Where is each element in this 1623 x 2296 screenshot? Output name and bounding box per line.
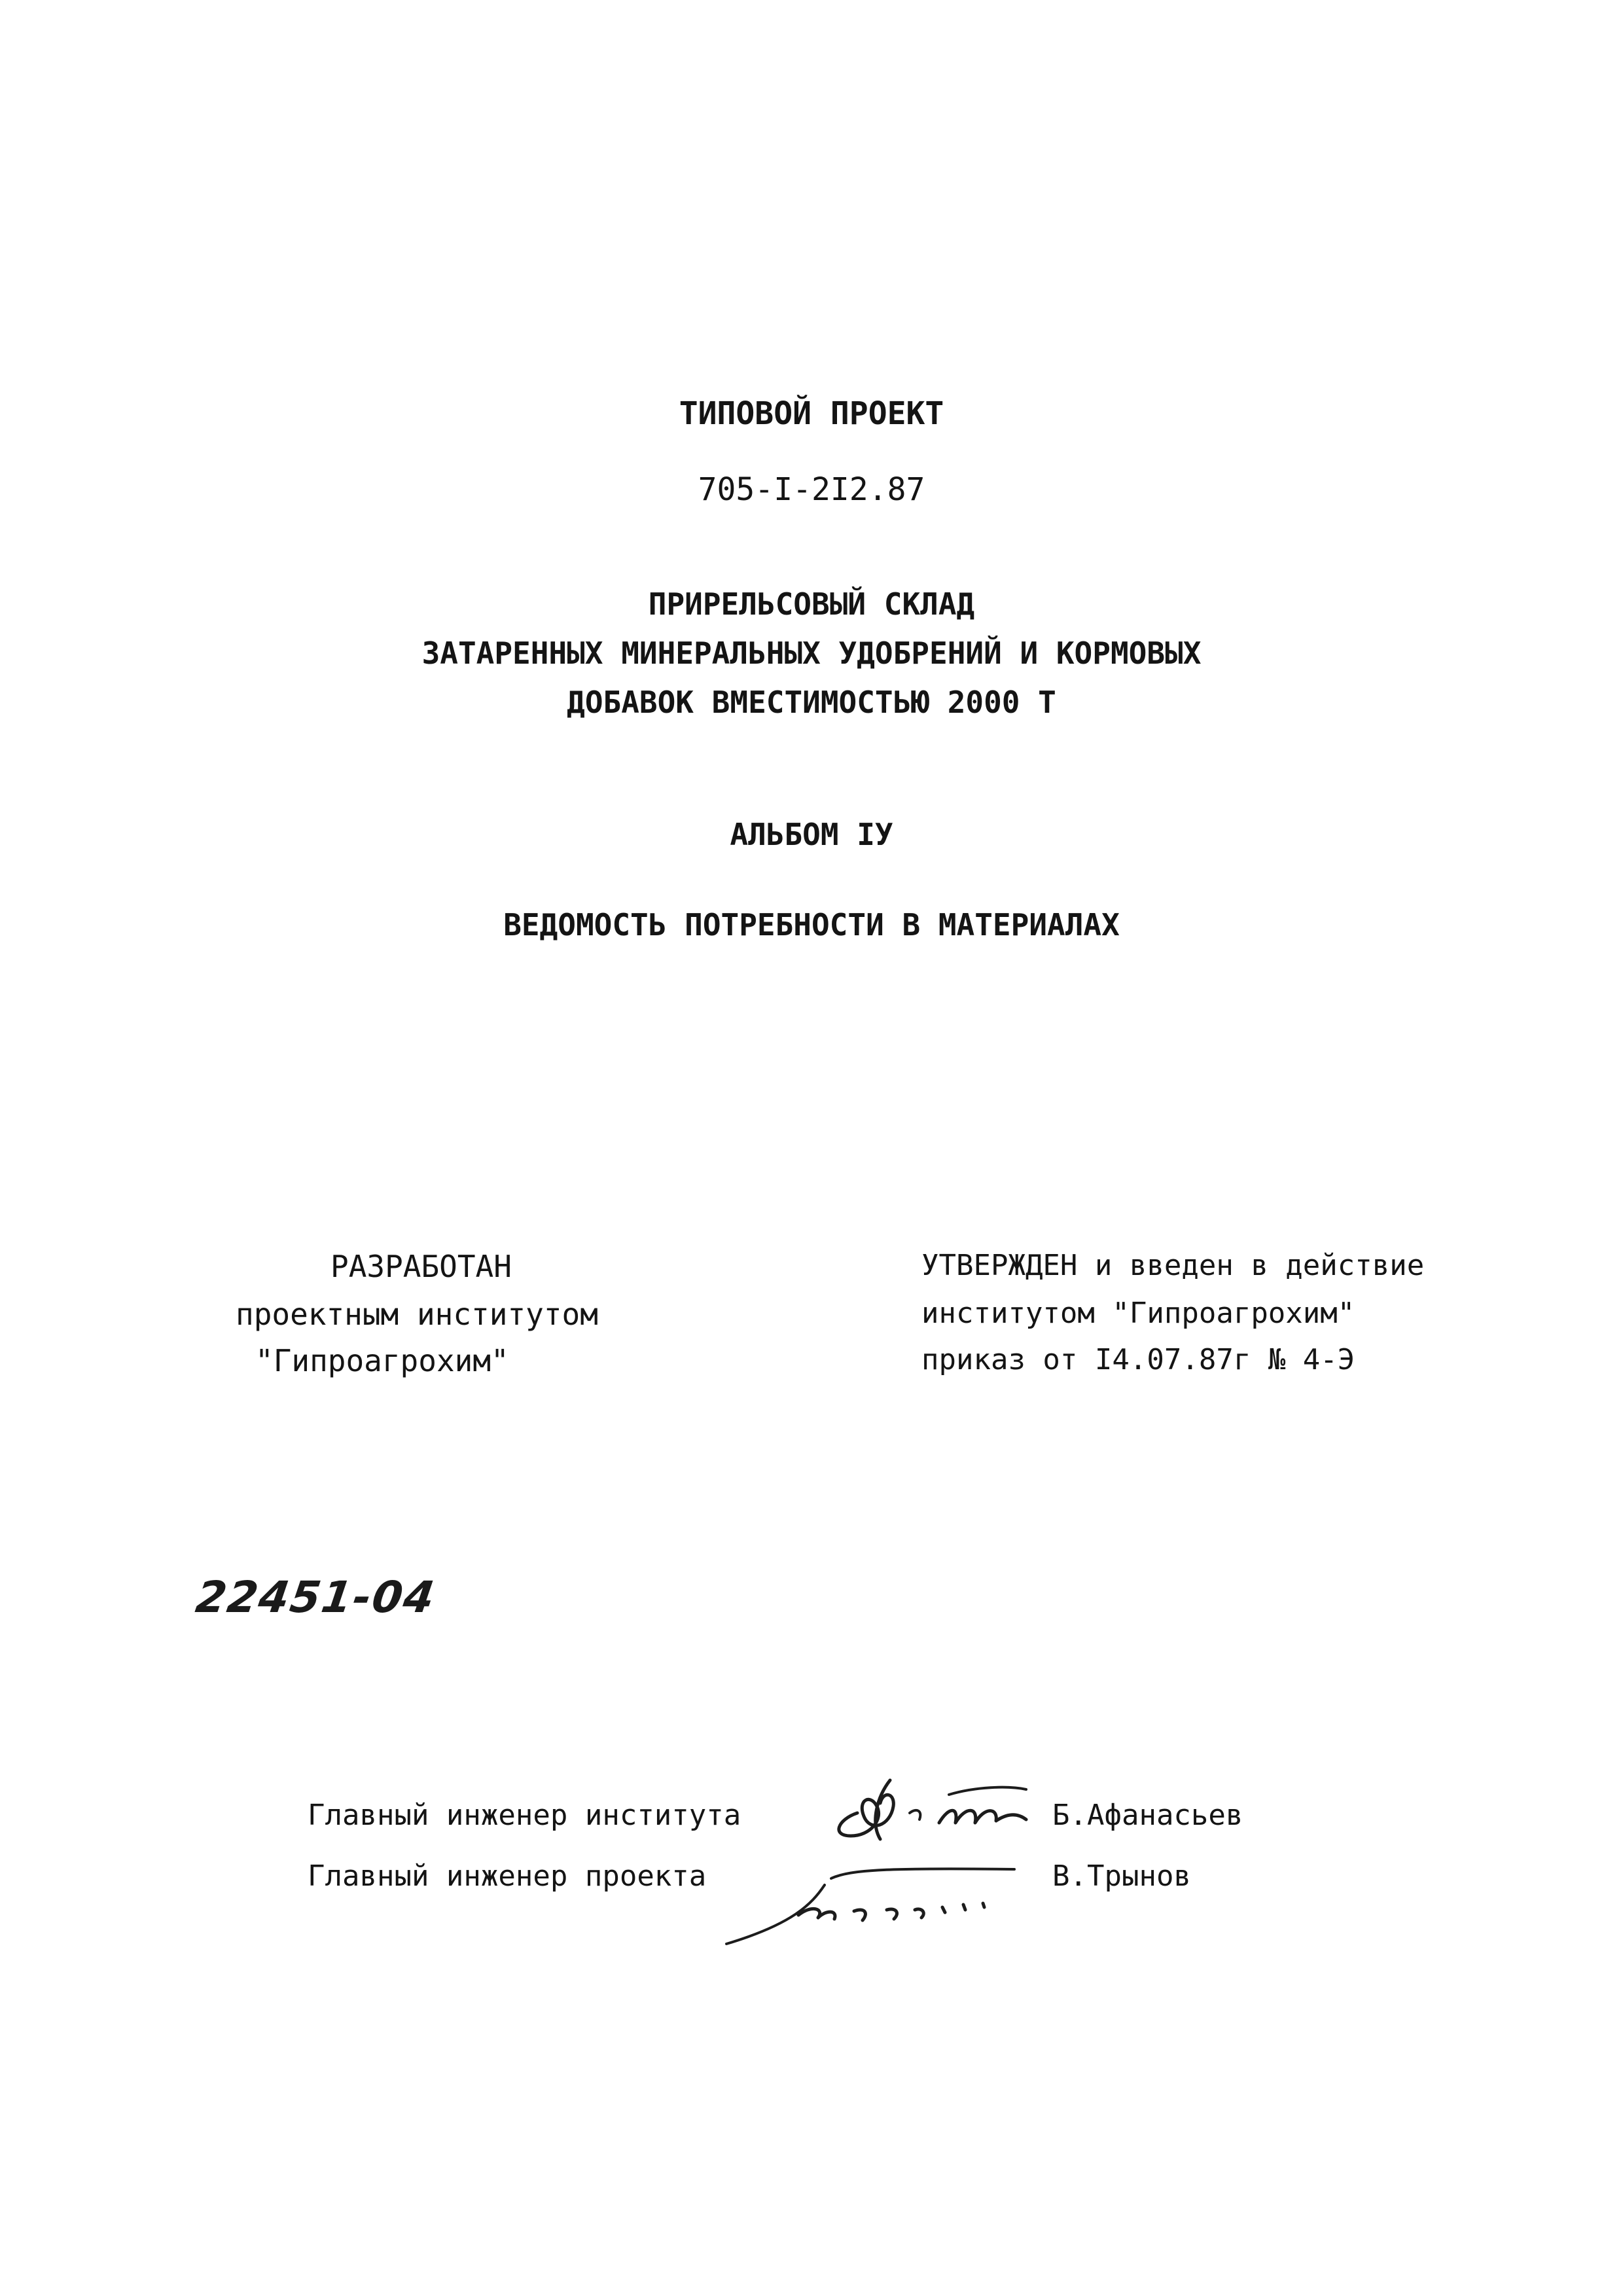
title-line-3: ДОБАВОК ВМЕСТИМОСТЬЮ 2000 Т <box>567 685 1056 720</box>
doc-type: ТИПОВОЙ ПРОЕКТ <box>679 395 944 432</box>
developed-line-2: проектным институтом <box>236 1297 598 1332</box>
developed-line-3: "Гипроагрохим" <box>255 1343 509 1378</box>
signature-role-2: Главный инженер проекта <box>308 1859 707 1893</box>
approved-line-2: институтом "Гипроагрохим" <box>921 1297 1355 1330</box>
signature-name-2: В.Трынов <box>1052 1859 1191 1893</box>
inventory-number: 22451-04 <box>192 1572 439 1623</box>
signature-name-1: Б.Афанасьев <box>1052 1799 1243 1832</box>
signature-mark-2 <box>720 1852 1021 1950</box>
subject-title: ВЕДОМОСТЬ ПОТРЕБНОСТИ В МАТЕРИАЛАХ <box>503 907 1120 942</box>
developed-line-1: РАЗРАБОТАН <box>330 1249 512 1284</box>
signature-mark-1 <box>818 1767 1027 1852</box>
approved-line-1: УТВЕРЖДЕН и введен в действие <box>921 1249 1425 1282</box>
title-line-1: ПРИРЕЛЬСОВЫЙ СКЛАД <box>648 586 975 622</box>
album-title: АЛЬБОМ IУ <box>730 817 893 852</box>
approved-line-3: приказ от I4.07.87г № 4-Э <box>921 1343 1355 1376</box>
title-line-2: ЗАТАРЕННЫХ МИНЕРАЛЬНЫХ УДОБРЕНИЙ И КОРМОВЫХ <box>421 636 1202 671</box>
signature-role-1: Главный инженер института <box>308 1799 741 1832</box>
project-number: 705-I-2I2.87 <box>698 471 925 508</box>
